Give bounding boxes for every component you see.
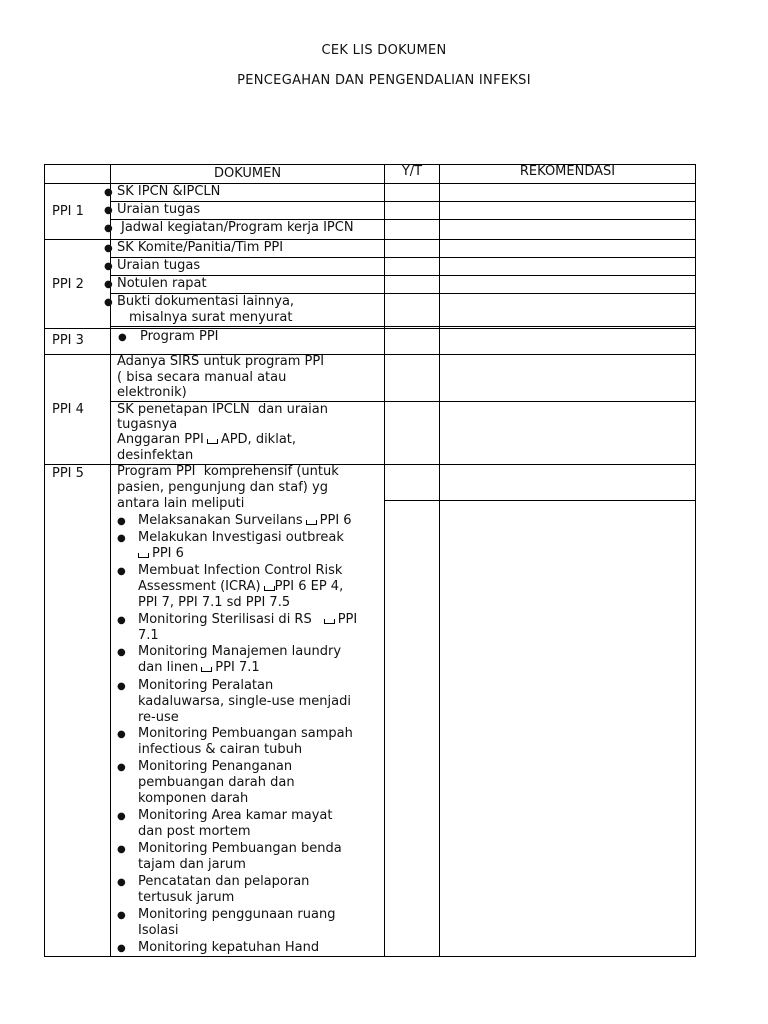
document-item: ( bisa secara manual atau bbox=[117, 370, 287, 385]
list-item: pembuangan darah dan bbox=[138, 775, 295, 790]
bullet-icon: ● bbox=[117, 877, 126, 888]
group-label: PPI 2 bbox=[52, 277, 84, 292]
list-item: komponen darah bbox=[138, 791, 249, 806]
list-item-text: PPI 6 bbox=[152, 546, 184, 561]
symbol-icon bbox=[306, 520, 317, 525]
list-item bbox=[138, 546, 184, 562]
list-item-text: Monitoring Sterilisasi di RS bbox=[138, 612, 312, 627]
document-item: pasien, pengunjung dan staf) yg bbox=[117, 480, 328, 495]
document-item: elektronik) bbox=[117, 385, 187, 400]
document-item: Program PPI komprehensif (untuk bbox=[117, 464, 339, 479]
bullet-icon: ● bbox=[104, 297, 113, 308]
table-border-right bbox=[695, 164, 696, 957]
group-label: PPI 1 bbox=[52, 204, 84, 219]
list-item: Membuat Infection Control Risk bbox=[138, 563, 343, 578]
list-item: Monitoring Pembuangan benda bbox=[138, 841, 342, 856]
list-item: Isolasi bbox=[138, 923, 179, 938]
list-item-text: dan linen bbox=[138, 660, 199, 675]
bullet-icon: ● bbox=[117, 762, 126, 773]
list-item: tertusuk jarum bbox=[138, 890, 235, 905]
symbol-icon bbox=[201, 667, 212, 672]
document-title: CEK LIS DOKUMEN bbox=[321, 43, 447, 58]
bullet-icon: ● bbox=[117, 943, 126, 954]
bullet-icon: ● bbox=[104, 205, 113, 216]
row-divider bbox=[384, 500, 696, 501]
document-item: Uraian tugas bbox=[117, 202, 201, 217]
list-item: Melakukan Investigasi outbreak bbox=[138, 530, 344, 545]
bullet-icon: ● bbox=[104, 187, 113, 198]
document-item: Jadwal kegiatan/Program kerja IPCN bbox=[121, 220, 354, 235]
bullet-icon: ● bbox=[117, 681, 126, 692]
list-item bbox=[138, 513, 352, 529]
column-divider bbox=[439, 164, 440, 957]
list-item-text: Melaksanakan Surveilans bbox=[138, 513, 303, 528]
list-item bbox=[138, 579, 343, 595]
document-subtitle: PENCEGAHAN DAN PENGENDALIAN INFEKSI bbox=[237, 73, 531, 88]
group-label: PPI 5 bbox=[52, 466, 84, 481]
bullet-icon: ● bbox=[117, 811, 126, 822]
group-label: PPI 4 bbox=[52, 402, 84, 417]
document-item: Notulen rapat bbox=[117, 276, 207, 291]
group-label: PPI 3 bbox=[52, 333, 84, 348]
symbol-icon bbox=[264, 586, 275, 591]
bullet-icon: ● bbox=[117, 615, 126, 626]
list-item-text: Assessment (ICRA) bbox=[138, 579, 261, 594]
header-yt: Y/T bbox=[401, 164, 423, 179]
list-item: Monitoring Manajemen laundry bbox=[138, 644, 342, 659]
document-item: SK IPCN &IPCLN bbox=[117, 184, 221, 199]
document-item: SK Komite/Panitia/Tim PPI bbox=[117, 240, 284, 255]
document-item: misalnya surat menyurat bbox=[129, 310, 293, 325]
document-item: tugasnya bbox=[117, 417, 178, 432]
budget-label: Anggaran PPI bbox=[117, 432, 204, 447]
document-item: Program PPI bbox=[140, 329, 219, 344]
header-rekomendasi: REKOMENDASI bbox=[519, 164, 616, 179]
column-divider bbox=[384, 164, 385, 957]
bullet-icon: ● bbox=[104, 243, 113, 254]
bullet-icon: ● bbox=[117, 533, 126, 544]
table-border-left bbox=[44, 164, 45, 957]
bullet-icon: ● bbox=[118, 332, 127, 343]
list-item-text: PPI 7.1 bbox=[215, 660, 260, 675]
document-item: desinfektan bbox=[117, 448, 194, 463]
bullet-icon: ● bbox=[104, 261, 113, 272]
list-item bbox=[138, 612, 357, 628]
bullet-icon: ● bbox=[117, 910, 126, 921]
document-item bbox=[117, 432, 296, 448]
symbol-icon bbox=[207, 439, 218, 444]
list-item-text: PPI 6 EP 4, bbox=[274, 579, 344, 594]
list-item bbox=[138, 660, 260, 676]
bullet-icon: ● bbox=[117, 516, 126, 527]
list-item: tajam dan jarum bbox=[138, 857, 246, 872]
list-item-text: PPI 6 bbox=[319, 513, 352, 528]
list-item: Monitoring Peralatan bbox=[138, 678, 274, 693]
document-item: SK penetapan IPCLN dan uraian bbox=[117, 402, 328, 417]
bullet-icon: ● bbox=[117, 647, 126, 658]
symbol-icon bbox=[324, 619, 335, 624]
list-item: PPI 7, PPI 7.1 sd PPI 7.5 bbox=[138, 595, 291, 610]
symbol-icon bbox=[138, 553, 149, 558]
bullet-icon: ● bbox=[117, 566, 126, 577]
list-item-text: PPI bbox=[337, 612, 358, 627]
list-item: dan post mortem bbox=[138, 824, 251, 839]
list-item: Monitoring Penanganan bbox=[138, 759, 293, 774]
document-item: Uraian tugas bbox=[117, 258, 201, 273]
budget-detail: APD, diklat, bbox=[220, 432, 297, 447]
document-item: Bukti dokumentasi lainnya, bbox=[117, 294, 295, 309]
bullet-icon: ● bbox=[117, 844, 126, 855]
list-item: Monitoring penggunaan ruang bbox=[138, 907, 336, 922]
list-item: Monitoring kepatuhan Hand bbox=[138, 940, 320, 955]
list-item: infectious & cairan tubuh bbox=[138, 742, 303, 757]
bullet-icon: ● bbox=[104, 223, 113, 234]
document-item: antara lain meliputi bbox=[117, 496, 245, 511]
list-item: Monitoring Pembuangan sampah bbox=[138, 726, 353, 741]
list-item: Monitoring Area kamar mayat bbox=[138, 808, 333, 823]
list-item: 7.1 bbox=[138, 628, 159, 643]
document-item: Adanya SIRS untuk program PPI bbox=[117, 354, 325, 369]
bullet-icon: ● bbox=[117, 729, 126, 740]
bullet-icon: ● bbox=[104, 279, 113, 290]
table-border-bottom bbox=[44, 956, 696, 957]
list-item: re-use bbox=[138, 710, 179, 725]
list-item: kadaluwarsa, single-use menjadi bbox=[138, 694, 351, 709]
header-dokumen: DOKUMEN bbox=[213, 166, 282, 181]
row-divider bbox=[110, 326, 696, 327]
list-item: Pencatatan dan pelaporan bbox=[138, 874, 310, 889]
